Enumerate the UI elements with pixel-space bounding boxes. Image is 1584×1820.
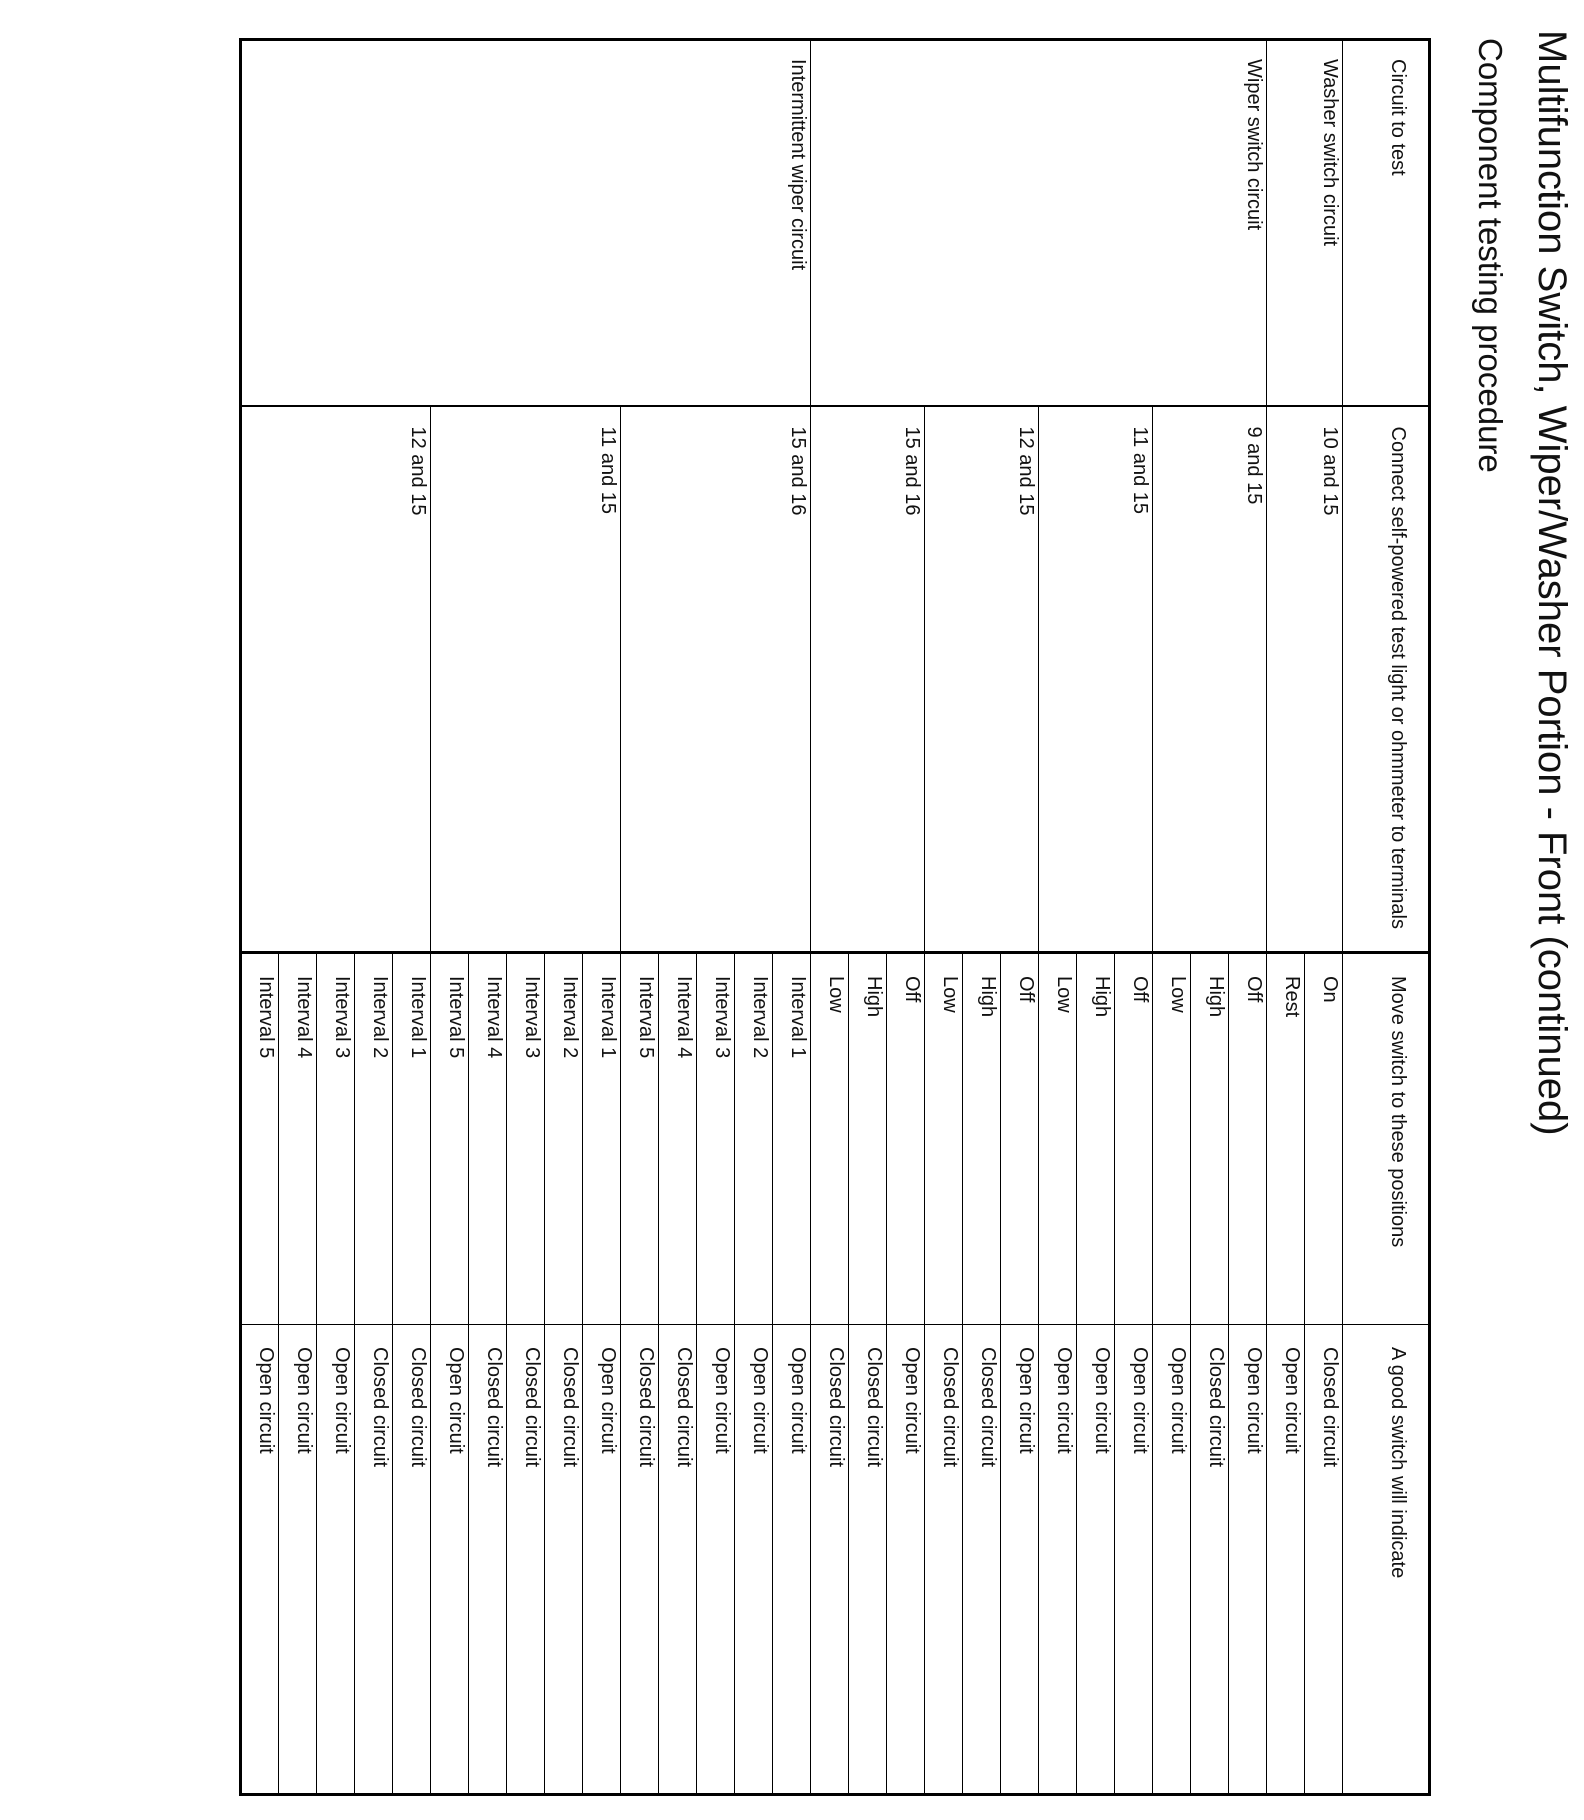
result-cell: Closed circuit bbox=[545, 1325, 583, 1795]
terminals-cell: 11 and 15 bbox=[1039, 406, 1153, 953]
result-cell: Closed circuit bbox=[621, 1325, 659, 1795]
terminals-cell: 12 and 15 bbox=[241, 406, 431, 953]
table-row bbox=[1305, 40, 1343, 1795]
result-cell: Closed circuit bbox=[469, 1325, 507, 1795]
result-cell: Open circuit bbox=[431, 1325, 469, 1795]
result-cell: Open circuit bbox=[697, 1325, 735, 1795]
result-cell: Closed circuit bbox=[849, 1325, 887, 1795]
result-cell: Open circuit bbox=[241, 1325, 279, 1795]
header-result: A good switch will indicate bbox=[1343, 1325, 1430, 1795]
result-cell: Closed circuit bbox=[355, 1325, 393, 1795]
position-cell: Interval 3 bbox=[697, 953, 735, 1325]
position-cell: Interval 4 bbox=[469, 953, 507, 1325]
position-cell: Low bbox=[1153, 953, 1191, 1325]
result-cell: Open circuit bbox=[583, 1325, 621, 1795]
result-cell: Open circuit bbox=[279, 1325, 317, 1795]
position-cell: Interval 5 bbox=[431, 953, 469, 1325]
result-cell: Open circuit bbox=[1153, 1325, 1191, 1795]
position-cell: High bbox=[849, 953, 887, 1325]
result-cell: Open circuit bbox=[1115, 1325, 1153, 1795]
table-row bbox=[1229, 40, 1267, 1795]
terminals-cell: 10 and 15 bbox=[1267, 406, 1343, 953]
position-cell: Interval 2 bbox=[735, 953, 773, 1325]
page-title: Multifunction Switch, Wiper/Washer Portion - Front (continued) bbox=[1530, 30, 1574, 1136]
position-cell: Interval 2 bbox=[355, 953, 393, 1325]
position-cell: Interval 5 bbox=[241, 953, 279, 1325]
position-cell: Low bbox=[811, 953, 849, 1325]
result-cell: Open circuit bbox=[1001, 1325, 1039, 1795]
position-cell: Interval 3 bbox=[317, 953, 355, 1325]
position-cell: Off bbox=[887, 953, 925, 1325]
terminals-cell: 12 and 15 bbox=[925, 406, 1039, 953]
position-cell: Rest bbox=[1267, 953, 1305, 1325]
result-cell: Closed circuit bbox=[659, 1325, 697, 1795]
result-cell: Open circuit bbox=[1039, 1325, 1077, 1795]
result-cell: Closed circuit bbox=[811, 1325, 849, 1795]
result-cell: Closed circuit bbox=[963, 1325, 1001, 1795]
result-cell: Closed circuit bbox=[1191, 1325, 1229, 1795]
position-cell: High bbox=[1191, 953, 1229, 1325]
position-cell: Interval 2 bbox=[545, 953, 583, 1325]
header-circuit: Circuit to test bbox=[1343, 40, 1430, 406]
position-cell: Interval 1 bbox=[773, 953, 811, 1325]
result-cell: Open circuit bbox=[887, 1325, 925, 1795]
circuit-cell: Washer switch circuit bbox=[1267, 40, 1343, 406]
result-cell: Closed circuit bbox=[1305, 1325, 1343, 1795]
table-header-row bbox=[1343, 40, 1430, 1795]
table-row bbox=[773, 40, 811, 1795]
result-cell: Open circuit bbox=[1229, 1325, 1267, 1795]
position-cell: On bbox=[1305, 953, 1343, 1325]
terminals-cell: 15 and 16 bbox=[811, 406, 925, 953]
result-cell: Closed circuit bbox=[393, 1325, 431, 1795]
testing-procedure-table bbox=[239, 38, 1431, 1796]
result-cell: Open circuit bbox=[317, 1325, 355, 1795]
result-cell: Closed circuit bbox=[507, 1325, 545, 1795]
position-cell: Interval 5 bbox=[621, 953, 659, 1325]
position-cell: Off bbox=[1001, 953, 1039, 1325]
header-positions: Move switch to these positions bbox=[1343, 953, 1430, 1325]
position-cell: High bbox=[1077, 953, 1115, 1325]
position-cell: Interval 1 bbox=[393, 953, 431, 1325]
result-cell: Open circuit bbox=[773, 1325, 811, 1795]
position-cell: Low bbox=[1039, 953, 1077, 1325]
terminals-cell: 15 and 16 bbox=[621, 406, 811, 953]
position-cell: Off bbox=[1115, 953, 1153, 1325]
circuit-cell: Wiper switch circuit bbox=[811, 40, 1267, 406]
terminals-cell: 11 and 15 bbox=[431, 406, 621, 953]
circuit-cell: Intermittent wiper circuit bbox=[241, 40, 811, 406]
result-cell: Open circuit bbox=[1267, 1325, 1305, 1795]
terminals-cell: 9 and 15 bbox=[1153, 406, 1267, 953]
header-terminals: Connect self-powered test light or ohmmeter to terminals bbox=[1343, 406, 1430, 953]
position-cell: Low bbox=[925, 953, 963, 1325]
position-cell: Interval 4 bbox=[659, 953, 697, 1325]
position-cell: Interval 3 bbox=[507, 953, 545, 1325]
result-cell: Closed circuit bbox=[925, 1325, 963, 1795]
position-cell: High bbox=[963, 953, 1001, 1325]
result-cell: Open circuit bbox=[735, 1325, 773, 1795]
result-cell: Open circuit bbox=[1077, 1325, 1115, 1795]
position-cell: Off bbox=[1229, 953, 1267, 1325]
page-subtitle: Component testing procedure bbox=[1472, 38, 1509, 473]
position-cell: Interval 4 bbox=[279, 953, 317, 1325]
position-cell: Interval 1 bbox=[583, 953, 621, 1325]
